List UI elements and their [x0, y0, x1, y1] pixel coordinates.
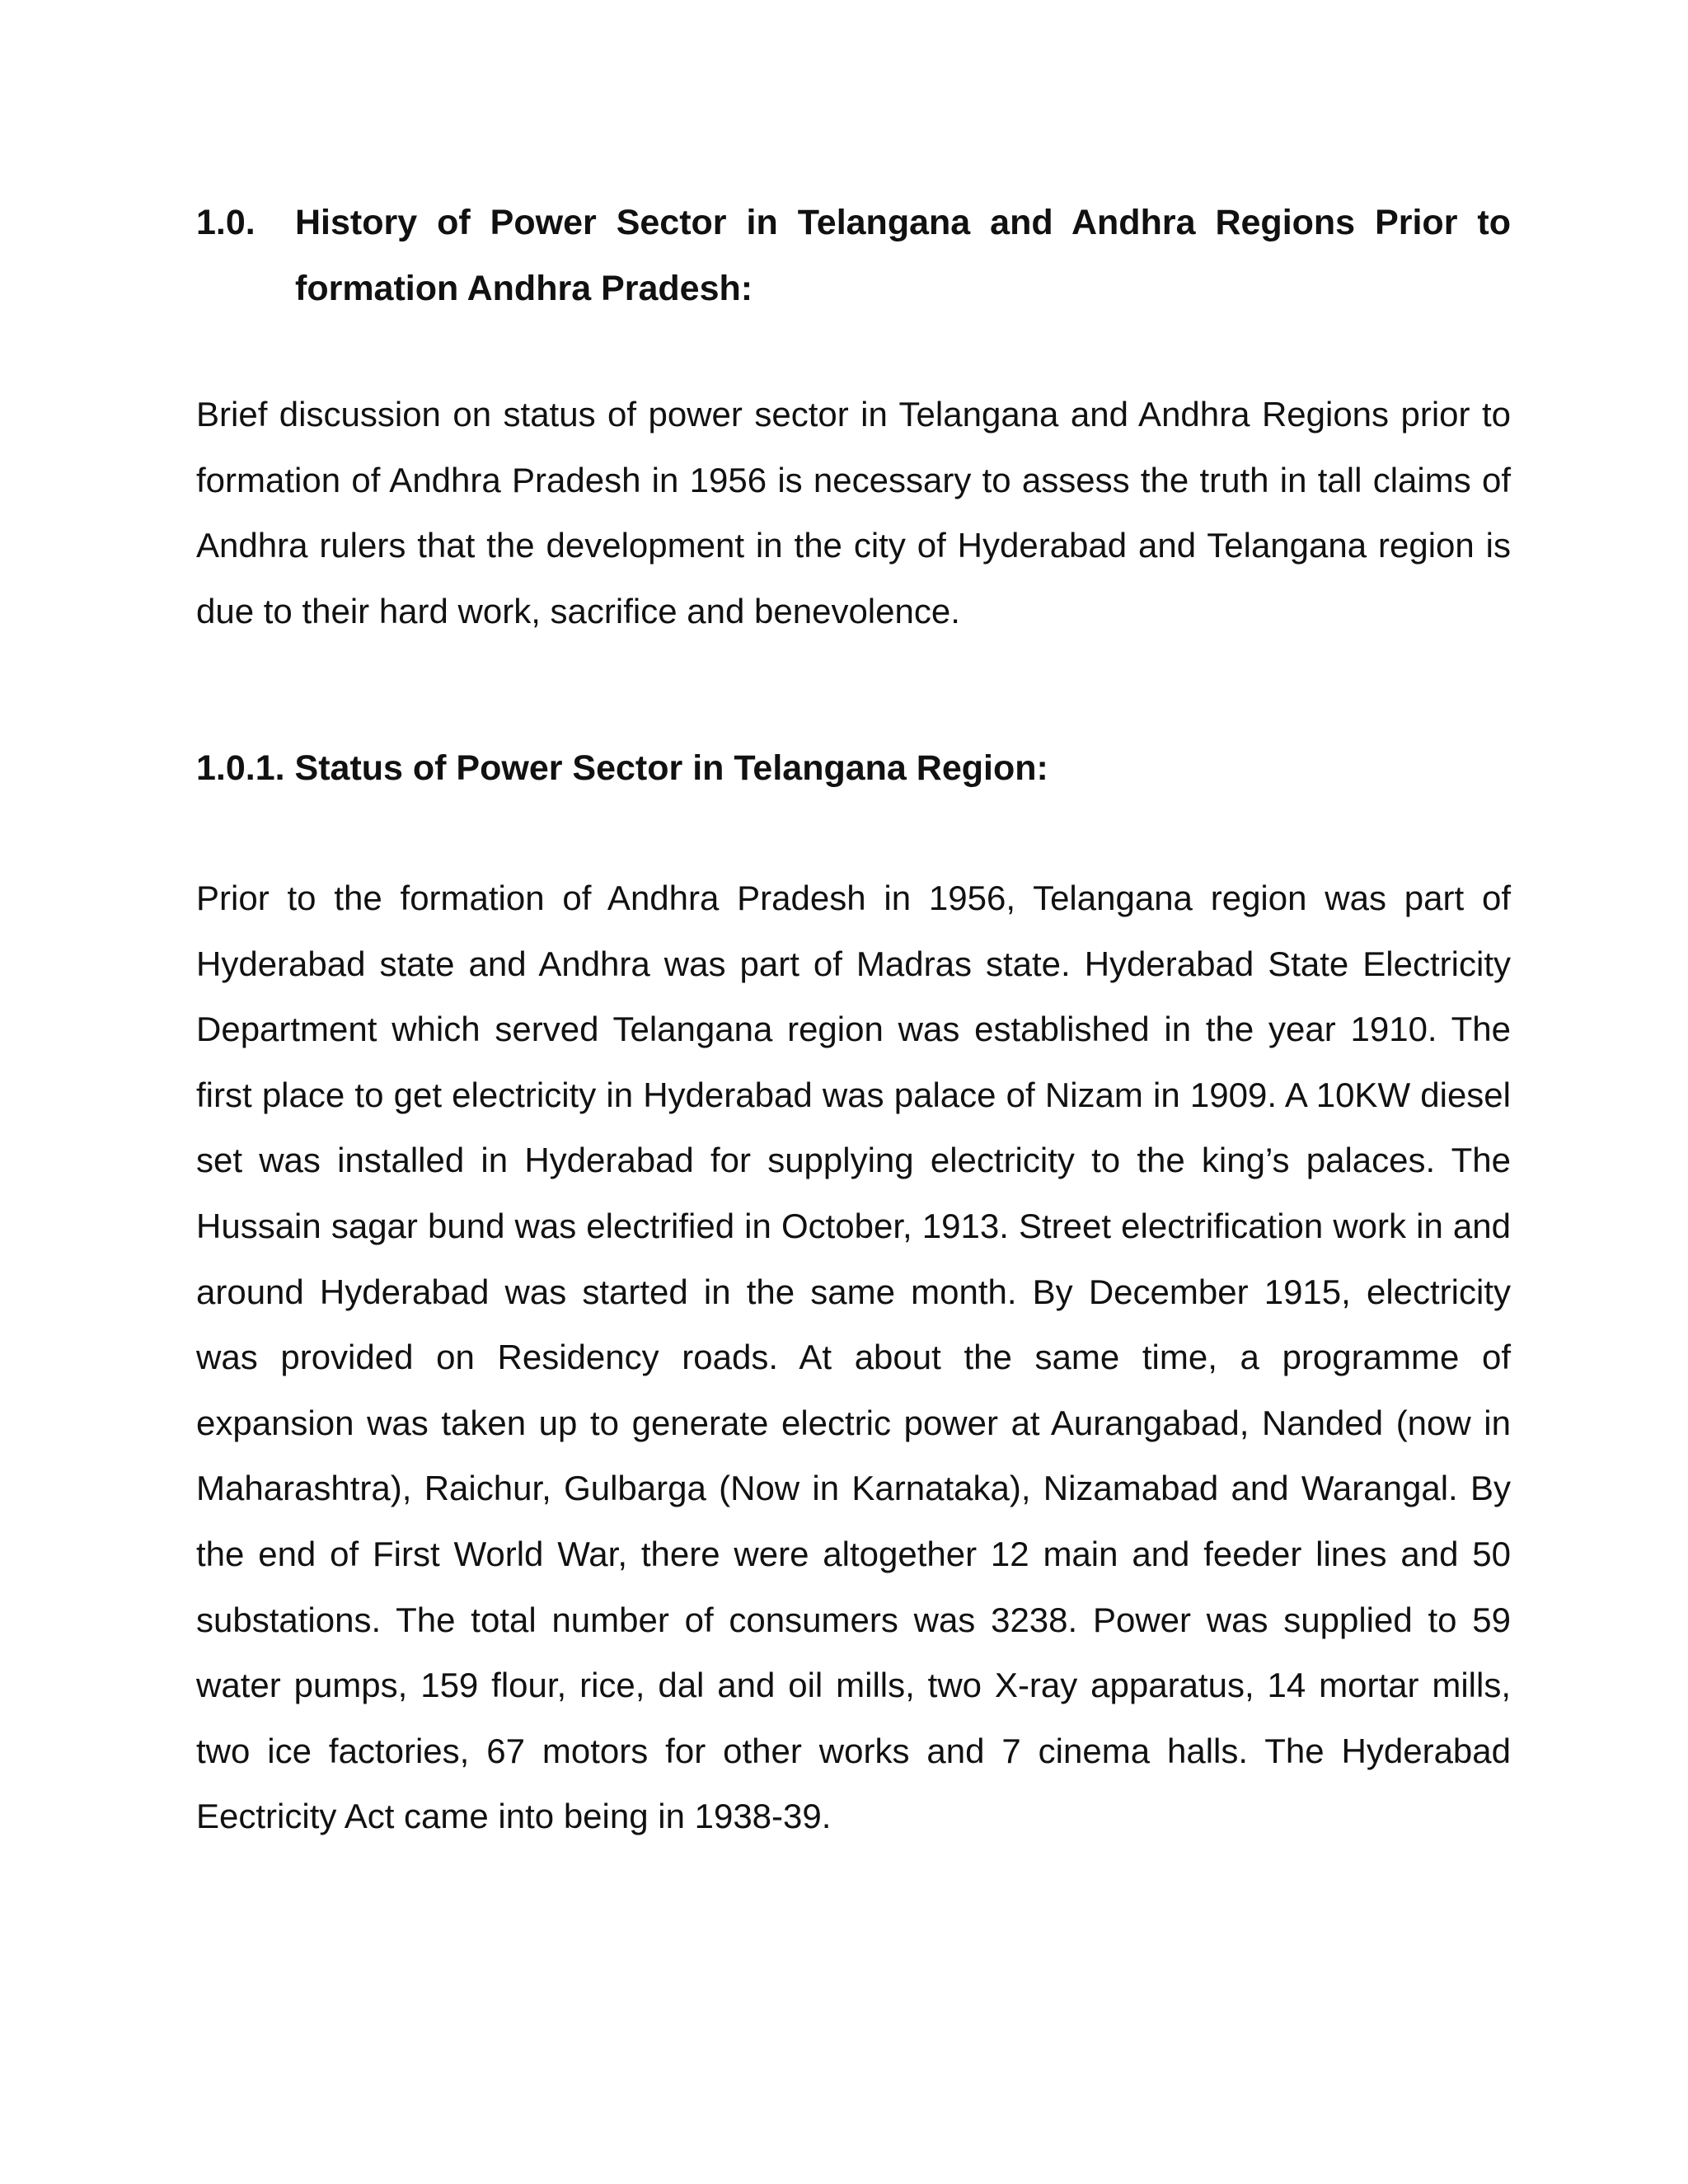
intro-paragraph: Brief discussion on status of power sector in Telangana and Andhra Regions prior to formation of Andhra Pradesh in 1956 is necessary to assess the truth in tall claims of Andhra rulers that the development in the city of Hyderabad and Telangana region is due to their hard work, sacrifice and benevolence.	[196, 395, 1511, 630]
section-title: History of Power Sector in Telangana and Andhra Regions Prior to formation Andhra Pradesh:	[295, 203, 1511, 308]
section-number: 1.0.	[196, 203, 256, 242]
subsection-heading: 1.0.1. Status of Power Sector in Telangana Region:	[196, 748, 1048, 788]
subsection-body-paragraph: Prior to the formation of Andhra Pradesh in 1956, Telangana region was part of Hyderabad state and Andhra was part of Madras state. Hyderabad State Electricity Department which served Telangana region was established in the year 1910. The first place to get electricity in Hyderabad was palace of Nizam in 1909. A 10KW diesel set was installed in Hyderabad for supplying electricity to the king’s palaces. The Hussain sagar bund was electrified in October, 1913. Street electrification work in and around Hyderabad was started in the same month. By December 1915, electricity was provided on Residency roads. At about the same time, a programme of expansion was taken up to generate electric power at Aurangabad, Nanded (now in Maharashtra), Raichur, Gulbarga (Now in Karnataka), Nizamabad and Warangal. By the end of First World War, there were altogether 12 main and feeder lines and 50 substations. The total number of consumers was 3238. Power was supplied to 59 water pumps, 159 flour, rice, dal and oil mills, two X-ray apparatus, 14 mortar mills, two ice factories, 67 motors for other works and 7 cinema halls. The Hyderabad Eectricity Act came into being in 1938-39.	[196, 879, 1511, 1836]
